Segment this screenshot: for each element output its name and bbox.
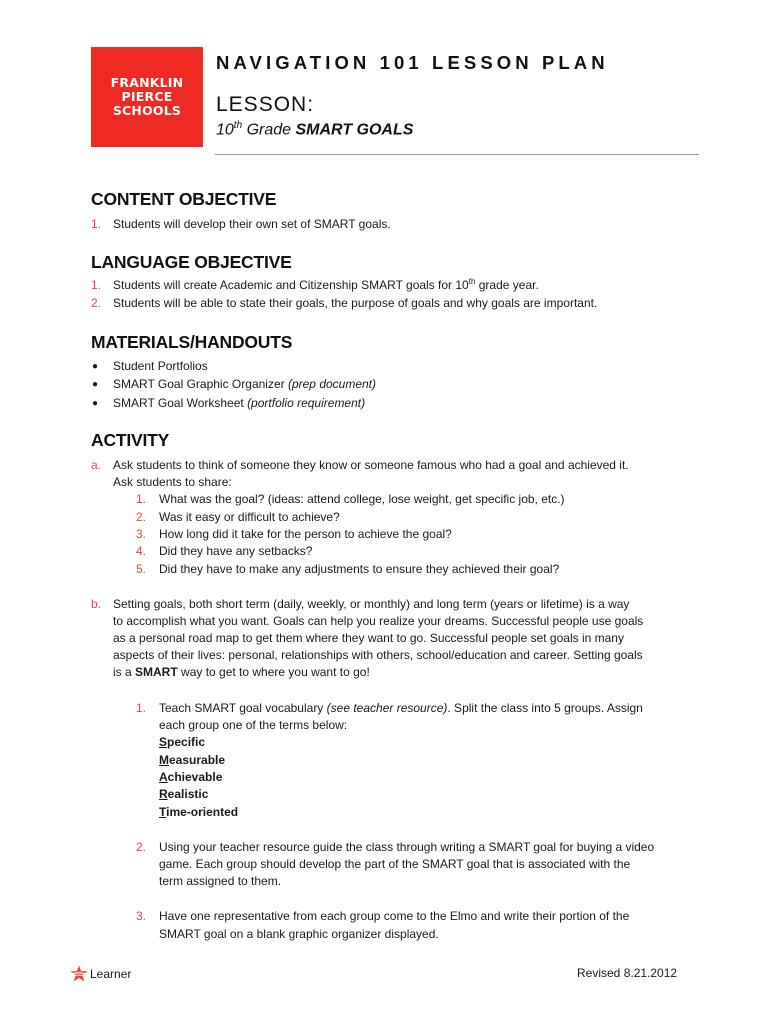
paragraph-line: Ask students to think of someone they know or someone famous who had a goal and achieved it. <box>113 458 629 472</box>
plan-title: NAVIGATION 101 LESSON PLAN <box>216 52 609 73</box>
paragraph-line: as a personal road map to get them where they want to go. Successful people set goals in many <box>113 631 624 645</box>
paragraph-line: each group one of the terms below: <box>159 718 348 732</box>
content-objective-heading: CONTENT OBJECTIVE <box>91 189 277 209</box>
list-number: 2. <box>91 296 102 310</box>
header-divider <box>215 154 699 155</box>
lesson-name: 10th Grade SMART GOALS <box>216 120 414 139</box>
list-number: 1. <box>136 701 147 715</box>
list-item: Students will develop their own set of SMART goals. <box>113 217 391 231</box>
list-item: Did they have to make any adjustments to ensure they achieved their goal? <box>159 562 560 576</box>
bullet-icon: ● <box>92 398 99 409</box>
list-item: Teach SMART goal vocabulary (see teacher resource). Split the class into 5 groups. Assign <box>159 701 643 715</box>
star-icon <box>70 965 88 982</box>
smart-term: Measurable <box>159 753 226 767</box>
language-objective-heading: LANGUAGE OBJECTIVE <box>91 252 292 272</box>
list-number: 4. <box>136 544 147 558</box>
logo-line-2: PIERCE <box>121 89 173 104</box>
logo-line-1: FRANKLIN <box>110 75 184 90</box>
list-letter: b. <box>91 597 102 611</box>
list-number: 5. <box>136 562 147 576</box>
bullet-icon: ● <box>92 379 99 390</box>
list-number: 1. <box>136 492 147 506</box>
smart-term: Time-oriented <box>159 805 239 819</box>
paragraph-line: Have one representative from each group come to the Elmo and write their portion of the <box>159 909 630 923</box>
footer-learner <box>70 965 131 982</box>
list-number: 1. <box>91 217 102 231</box>
list-letter: a. <box>91 458 102 472</box>
list-item: SMART Goal Worksheet (portfolio requirement) <box>113 396 366 410</box>
list-item: Students will create Academic and Citizenship SMART goals for 10th grade year. <box>113 277 539 292</box>
smart-term: Achievable <box>159 770 223 784</box>
list-number: 3. <box>136 909 147 923</box>
list-item: Student Portfolios <box>113 359 208 373</box>
smart-term: Specific <box>159 735 206 749</box>
logo-line-3: SCHOOLS <box>112 103 182 118</box>
list-number: 3. <box>136 527 147 541</box>
paragraph-line: Setting goals, both short term (daily, weekly, or monthly) and long term (years or lifetime) is a way <box>113 597 630 611</box>
list-item: Students will be able to state their goals, the purpose of goals and why goals are important. <box>113 296 598 310</box>
paragraph-line: to accomplish what you want. Goals can help you realize your dreams. Successful people use goals <box>113 614 644 628</box>
list-item: Was it easy or difficult to achieve? <box>159 510 340 524</box>
bullet-icon: ● <box>92 361 99 372</box>
paragraph-line: term assigned to them. <box>159 874 282 888</box>
footer-learner-label: Learner <box>90 966 132 981</box>
paragraph-line: is a SMART way to get to where you want to go! <box>113 665 370 679</box>
smart-term: Realistic <box>159 787 209 801</box>
lesson-label: LESSON: <box>216 93 315 116</box>
paragraph-line: aspects of their lives: personal, relationships with others, school/education and career. Setting goals <box>113 648 643 662</box>
paragraph-line: Ask students to share: <box>113 475 232 489</box>
footer-revised-date: Revised 8.21.2012 <box>577 966 678 980</box>
paragraph-line: Using your teacher resource guide the class through writing a SMART goal for buying a video <box>159 840 655 854</box>
list-item: What was the goal? (ideas: attend college, lose weight, get specific job, etc.) <box>159 492 565 506</box>
paragraph-line: SMART goal on a blank graphic organizer displayed. <box>159 927 439 941</box>
list-item: How long did it take for the person to achieve the goal? <box>159 527 452 541</box>
activity-heading: ACTIVITY <box>91 430 170 450</box>
list-item: SMART Goal Graphic Organizer (prep document) <box>113 377 377 391</box>
list-number: 2. <box>136 840 147 854</box>
franklin-pierce-logo <box>91 47 203 147</box>
materials-heading: MATERIALS/HANDOUTS <box>91 332 293 352</box>
paragraph-line: game. Each group should develop the part of the SMART goal that is associated with the <box>159 857 631 871</box>
list-number: 2. <box>136 510 147 524</box>
list-item: Did they have any setbacks? <box>159 544 313 558</box>
list-number: 1. <box>91 278 102 292</box>
